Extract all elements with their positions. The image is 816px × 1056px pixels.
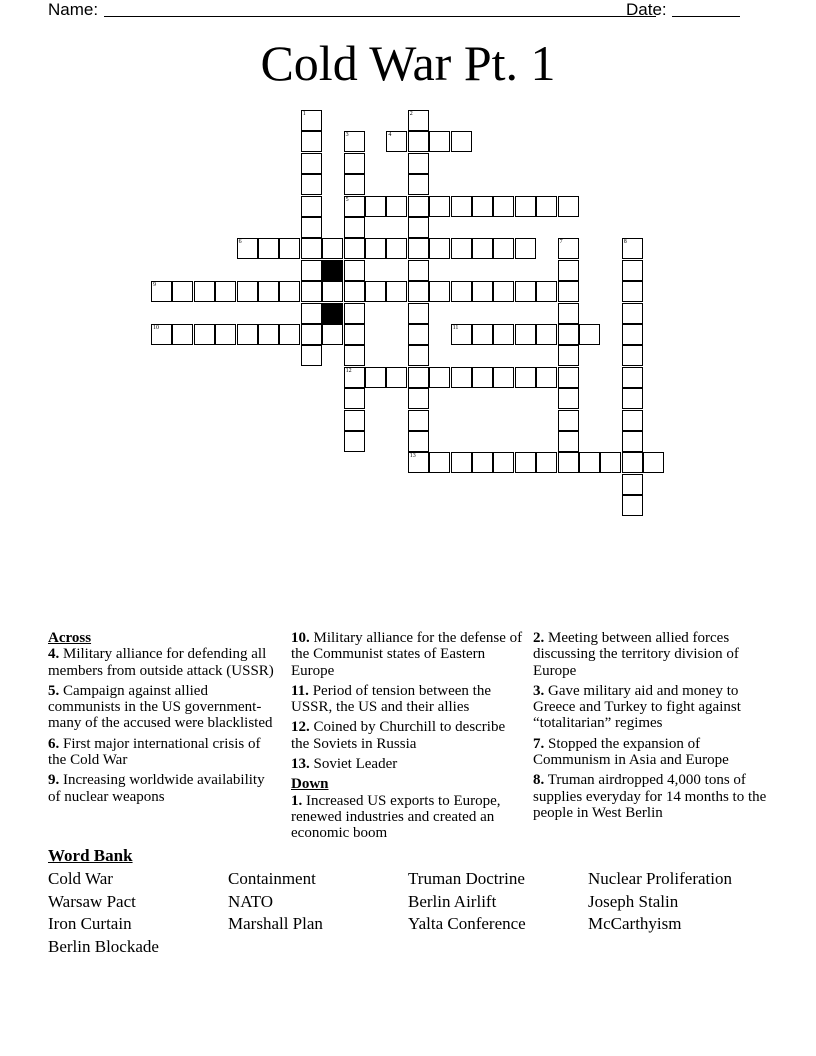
crossword-cell[interactable] <box>301 303 322 324</box>
crossword-cell[interactable] <box>301 324 322 345</box>
crossword-cell[interactable] <box>622 431 643 452</box>
crossword-cell[interactable] <box>344 345 365 366</box>
crossword-cell[interactable] <box>536 367 557 388</box>
crossword-cell[interactable] <box>301 110 322 131</box>
crossword-cell[interactable] <box>344 131 365 152</box>
crossword-cell[interactable] <box>237 281 258 302</box>
clues-column-2 <box>291 630 527 846</box>
crossword-cell[interactable] <box>344 174 365 195</box>
crossword-cell[interactable] <box>408 388 429 409</box>
crossword-cell[interactable] <box>472 324 493 345</box>
down-clue-list-cont <box>533 630 773 821</box>
word-bank-item: Warsaw Pact <box>48 891 136 911</box>
down-clue-list <box>291 793 527 842</box>
crossword-cell[interactable] <box>408 452 429 473</box>
crossword-cell[interactable] <box>237 324 258 345</box>
clue <box>291 719 527 752</box>
crossword-cell[interactable] <box>472 196 493 217</box>
crossword-cell[interactable] <box>258 281 279 302</box>
clue-text: Gave military aid and money to Greece and Turkey to fight against “totalitarian” regimes <box>533 682 741 732</box>
crossword-cell[interactable] <box>558 345 579 366</box>
crossword-cell[interactable] <box>429 238 450 259</box>
crossword-cell[interactable] <box>408 410 429 431</box>
crossword-cell[interactable] <box>493 452 514 473</box>
word-bank-item: Berlin Blockade <box>48 936 159 956</box>
crossword-cell[interactable] <box>344 303 365 324</box>
crossword-cell[interactable] <box>172 324 193 345</box>
crossword-cell[interactable] <box>344 153 365 174</box>
blocked-cell <box>322 260 343 281</box>
word-bank-item: Berlin Airlift <box>408 891 497 911</box>
crossword-cell[interactable] <box>344 281 365 302</box>
clue-text: Meeting between allied forces discussing the territory division of Europe <box>533 630 739 679</box>
clue <box>533 630 773 679</box>
crossword-cell[interactable] <box>279 238 300 259</box>
crossword-cell[interactable] <box>515 281 536 302</box>
across-heading: Across <box>48 630 92 646</box>
crossword-cell[interactable] <box>322 324 343 345</box>
crossword-cell[interactable] <box>558 388 579 409</box>
word-bank-item: Containment <box>228 869 316 888</box>
crossword-cell[interactable] <box>429 367 450 388</box>
crossword-cell[interactable] <box>237 238 258 259</box>
clue-number-label: 12. <box>291 719 310 736</box>
crossword-cell[interactable] <box>408 367 429 388</box>
crossword-cell[interactable] <box>151 324 172 345</box>
crossword-cell[interactable] <box>408 153 429 174</box>
crossword-cell[interactable] <box>622 345 643 366</box>
crossword-cell[interactable] <box>536 324 557 345</box>
crossword-cell[interactable] <box>558 303 579 324</box>
crossword-cell[interactable] <box>622 260 643 281</box>
crossword-cell[interactable] <box>408 131 429 152</box>
clue-number-label: 2. <box>533 630 545 646</box>
crossword-cell[interactable] <box>408 303 429 324</box>
crossword-cell[interactable] <box>622 474 643 495</box>
crossword-cell[interactable] <box>408 324 429 345</box>
clue-number-label: 1. <box>291 792 303 809</box>
crossword-cell[interactable] <box>365 281 386 302</box>
across-clue-list <box>48 646 280 805</box>
clue-number: 3 <box>345 132 349 139</box>
crossword-cell[interactable] <box>558 238 579 259</box>
crossword-cell[interactable] <box>451 131 472 152</box>
clue-number-label: 10. <box>291 630 310 646</box>
crossword-cell[interactable] <box>301 217 322 238</box>
crossword-cell[interactable] <box>386 131 407 152</box>
clue <box>48 683 280 732</box>
clue-number-label: 4. <box>48 646 60 663</box>
word-bank-item: Iron Curtain <box>48 914 132 933</box>
crossword-cell[interactable] <box>408 345 429 366</box>
crossword-cell[interactable] <box>643 452 664 473</box>
clue-text: First major international crisis of the Cold War <box>48 735 261 769</box>
crossword-cell[interactable] <box>386 196 407 217</box>
crossword-cell[interactable] <box>429 281 450 302</box>
crossword-cell[interactable] <box>301 260 322 281</box>
clue <box>533 772 773 821</box>
crossword-cell[interactable] <box>408 174 429 195</box>
crossword-cell[interactable] <box>536 196 557 217</box>
clue-number: 5 <box>345 196 349 203</box>
crossword-cell[interactable] <box>515 367 536 388</box>
clue <box>291 630 527 679</box>
crossword-cell[interactable] <box>558 281 579 302</box>
crossword-cell[interactable] <box>622 495 643 516</box>
word-bank-item: Yalta Conference <box>408 914 526 933</box>
clue-number-label: 5. <box>48 682 60 699</box>
crossword-cell[interactable] <box>215 324 236 345</box>
clue-text: Increasing worldwide availability of nuclear weapons <box>48 772 265 805</box>
down-heading: Down <box>291 776 329 793</box>
crossword-cell[interactable] <box>515 452 536 473</box>
word-bank-item: Joseph Stalin <box>588 891 679 911</box>
clue <box>291 683 527 716</box>
clue <box>291 756 527 772</box>
crossword-cell[interactable] <box>258 238 279 259</box>
crossword-cell[interactable] <box>322 238 343 259</box>
word-bank-item: McCarthyism <box>588 914 682 933</box>
crossword-cell[interactable] <box>600 452 621 473</box>
crossword-cell[interactable] <box>558 452 579 473</box>
word-bank-item: Marshall Plan <box>228 914 323 933</box>
crossword-cell[interactable] <box>515 238 536 259</box>
crossword-cell[interactable] <box>622 367 643 388</box>
clue-number: 7 <box>559 239 563 246</box>
crossword-cell[interactable] <box>622 238 643 259</box>
crossword-cell[interactable] <box>301 174 322 195</box>
crossword-cell[interactable] <box>408 196 429 217</box>
crossword-cell[interactable] <box>344 260 365 281</box>
clue-text: Truman airdropped 4,000 tons of supplies everyday for 14 months to the people in West Berlin <box>533 772 767 821</box>
crossword-cell[interactable] <box>579 452 600 473</box>
crossword-cell[interactable] <box>493 238 514 259</box>
clue <box>48 646 280 679</box>
crossword-cell[interactable] <box>365 367 386 388</box>
crossword-cell[interactable] <box>408 431 429 452</box>
clue-number: 4 <box>388 132 392 139</box>
crossword-cell[interactable] <box>344 238 365 259</box>
crossword-cell[interactable] <box>622 281 643 302</box>
crossword-cell[interactable] <box>451 281 472 302</box>
crossword-cell[interactable] <box>493 367 514 388</box>
crossword-cell[interactable] <box>344 324 365 345</box>
clue-text: Stopped the expansion of Communism in Asia and Europe <box>533 735 729 769</box>
clue-text: Campaign against allied communists in the US government-many of the accused were blacklisted <box>48 682 273 732</box>
clue-number-label: 11. <box>291 682 309 699</box>
clue-number-label: 8. <box>533 772 545 789</box>
crossword-cell[interactable] <box>344 196 365 217</box>
crossword-cell[interactable] <box>622 452 643 473</box>
crossword-cell[interactable] <box>365 196 386 217</box>
crossword-cell[interactable] <box>558 410 579 431</box>
crossword-cell[interactable] <box>301 196 322 217</box>
crossword-cell[interactable] <box>408 110 429 131</box>
crossword-cell[interactable] <box>344 367 365 388</box>
crossword-cell[interactable] <box>622 410 643 431</box>
crossword-cell[interactable] <box>301 238 322 259</box>
crossword-cell[interactable] <box>451 324 472 345</box>
crossword-cell[interactable] <box>301 131 322 152</box>
crossword-cell[interactable] <box>344 388 365 409</box>
clue-number-label: 6. <box>48 735 60 752</box>
clue-number: 10 <box>153 325 159 331</box>
crossword-cell[interactable] <box>301 281 322 302</box>
crossword-cell[interactable] <box>515 196 536 217</box>
page-title: Cold War Pt. 1 <box>260 35 556 91</box>
crossword-cell[interactable] <box>558 324 579 345</box>
crossword-cell[interactable] <box>451 452 472 473</box>
clue-number: 1 <box>302 111 306 117</box>
clue-number-label: 13. <box>291 756 310 773</box>
clue-text: Period of tension between the USSR, the US and their allies <box>291 682 491 716</box>
crossword-cell[interactable] <box>429 452 450 473</box>
word-bank-title: Word Bank <box>48 846 133 865</box>
crossword-cell[interactable] <box>493 281 514 302</box>
clue <box>48 736 280 769</box>
name-label: Name: <box>48 0 99 19</box>
clue <box>291 793 527 842</box>
crossword-cell[interactable] <box>279 324 300 345</box>
word-bank-item: Truman Doctrine <box>408 869 525 888</box>
crossword-cell[interactable] <box>472 281 493 302</box>
clue-number: 8 <box>623 239 627 246</box>
crossword-cell[interactable] <box>472 452 493 473</box>
crossword-cell[interactable] <box>386 281 407 302</box>
date-label: Date: <box>626 0 667 19</box>
crossword-cell[interactable] <box>558 367 579 388</box>
crossword-cell[interactable] <box>536 452 557 473</box>
crossword-cell[interactable] <box>622 324 643 345</box>
crossword-cell[interactable] <box>472 367 493 388</box>
crossword-cell[interactable] <box>472 238 493 259</box>
crossword-cell[interactable] <box>536 281 557 302</box>
crossword-cell[interactable] <box>172 281 193 302</box>
crossword-cell[interactable] <box>579 324 600 345</box>
crossword-cell[interactable] <box>194 324 215 345</box>
crossword-cell[interactable] <box>429 131 450 152</box>
crossword-cell[interactable] <box>301 153 322 174</box>
crossword-cell[interactable] <box>301 345 322 366</box>
crossword-cell[interactable] <box>493 324 514 345</box>
clue-number-label: 3. <box>533 682 545 699</box>
blocked-cell <box>322 303 343 324</box>
clue-text: Military alliance for defending all members from outside attack (USSR) <box>48 646 274 679</box>
crossword-cell[interactable] <box>408 281 429 302</box>
clue-number: 12 <box>345 367 352 374</box>
clue-text: Coined by Churchill to describe the Soviets in Russia <box>291 719 506 752</box>
crossword-cell[interactable] <box>451 238 472 259</box>
crossword-cell[interactable] <box>515 324 536 345</box>
crossword-cell[interactable] <box>365 238 386 259</box>
clue-number: 2 <box>409 111 413 117</box>
crossword-cell[interactable] <box>151 281 172 302</box>
across-clue-list-cont <box>291 630 527 772</box>
crossword-cell[interactable] <box>344 217 365 238</box>
crossword-cell[interactable] <box>493 196 514 217</box>
crossword-cell[interactable] <box>429 196 450 217</box>
clue-number: 6 <box>238 239 242 246</box>
crossword-cell[interactable] <box>558 196 579 217</box>
clues-column-3 <box>533 630 773 825</box>
clue-text: Military alliance for the defense of the Communist states of Eastern Europe <box>291 630 523 679</box>
crossword-cell[interactable] <box>622 303 643 324</box>
clue <box>533 736 773 769</box>
clue-number: 13 <box>409 453 416 460</box>
crossword-cell[interactable] <box>408 260 429 281</box>
crossword-cell[interactable] <box>386 238 407 259</box>
crossword-cell[interactable] <box>451 196 472 217</box>
clue-number-label: 7. <box>533 735 545 752</box>
crossword-cell[interactable] <box>408 238 429 259</box>
crossword-cell[interactable] <box>386 367 407 388</box>
crossword-cell[interactable] <box>622 388 643 409</box>
crossword-cell[interactable] <box>344 431 365 452</box>
crossword-cell[interactable] <box>558 260 579 281</box>
crossword-cell[interactable] <box>258 324 279 345</box>
crossword-cell[interactable] <box>279 281 300 302</box>
crossword-cell[interactable] <box>408 217 429 238</box>
word-bank-item: Nuclear Proliferation <box>588 869 732 888</box>
clue <box>533 683 773 732</box>
clues-column-1 <box>48 630 280 809</box>
clue-number: 11 <box>452 325 459 331</box>
crossword-cell[interactable] <box>215 281 236 302</box>
crossword-cell[interactable] <box>451 367 472 388</box>
clue-text: Soviet Leader <box>309 756 398 773</box>
word-bank-item: Cold War <box>48 869 113 888</box>
crossword-cell[interactable] <box>558 431 579 452</box>
crossword-cell[interactable] <box>322 281 343 302</box>
crossword-cell[interactable] <box>344 410 365 431</box>
word-bank-item: NATO <box>228 891 274 911</box>
clue <box>48 772 280 805</box>
clue-number-label: 9. <box>48 772 60 789</box>
clue-text: Increased US exports to Europe, renewed industries and created an economic boom <box>291 792 501 842</box>
clue-number: 9 <box>153 282 156 289</box>
crossword-cell[interactable] <box>194 281 215 302</box>
